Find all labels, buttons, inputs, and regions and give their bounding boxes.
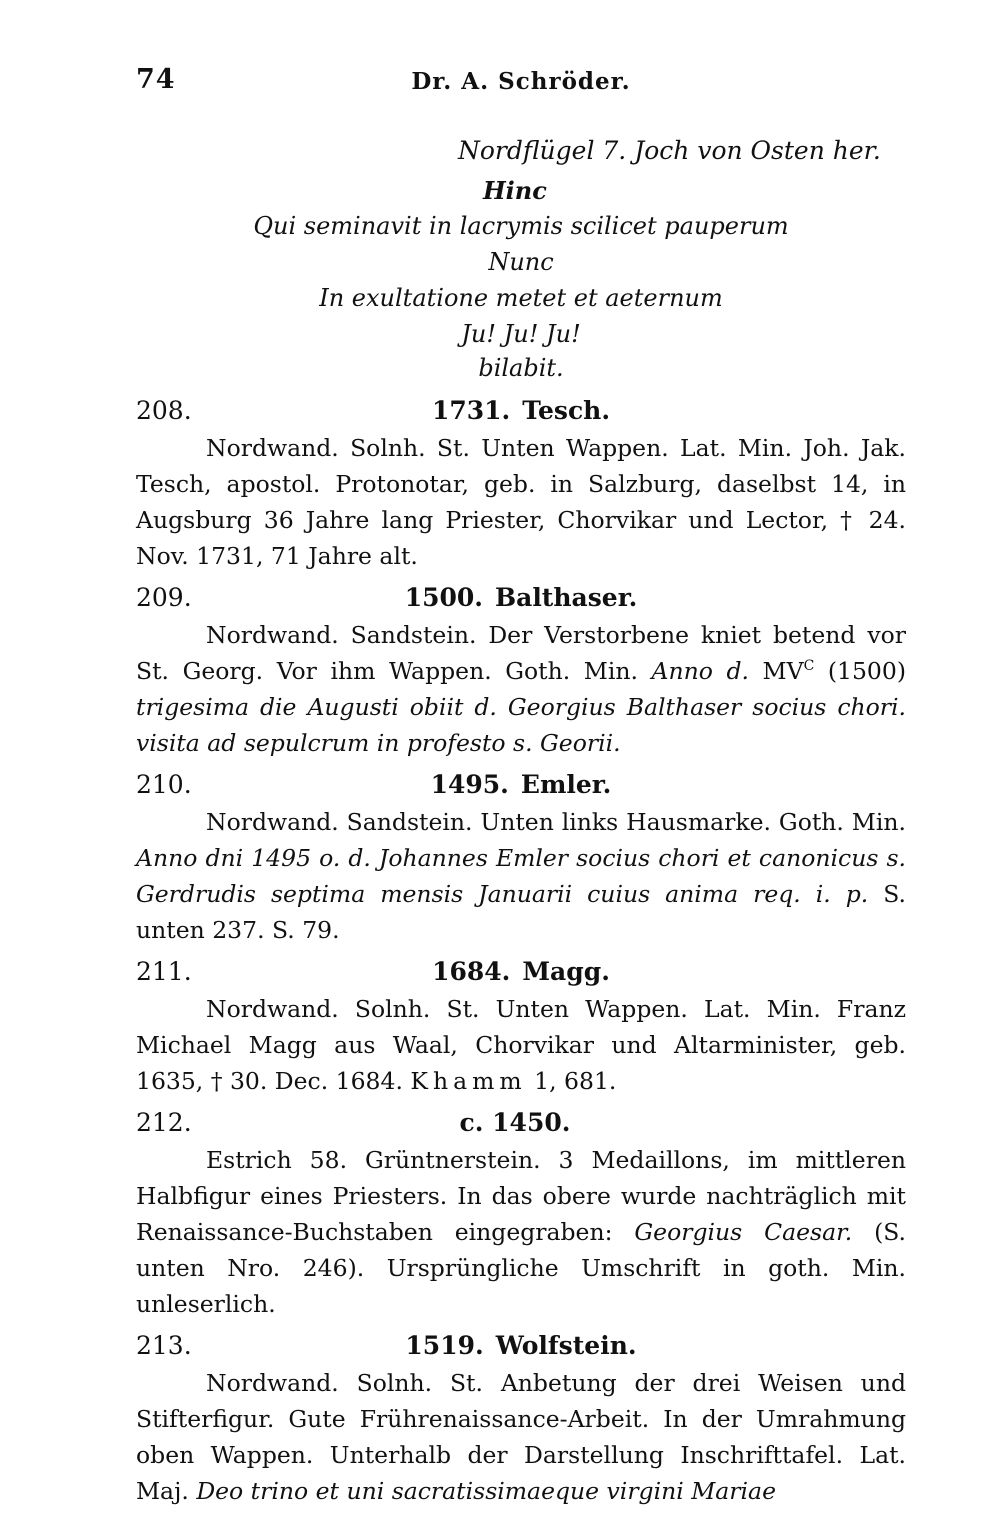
entry-text-run: Anno dni 1495 o. d. Johannes Emler socius chori et canonicus s. Gerdrudis septima mensis Januarii cuius anima req. i. p. — [136, 844, 906, 908]
entry-year: 1684. — [432, 957, 511, 986]
entry-name: Tesch. — [522, 396, 611, 425]
entry-name: Emler. — [520, 770, 612, 799]
inscription-line: Nordflügel 7. Joch von Osten her. — [458, 136, 881, 165]
entry-number: 210. — [136, 770, 192, 799]
entry-number: 211. — [136, 957, 192, 986]
inscription-line: In exultatione metet et aeternum — [319, 284, 723, 312]
entry-year: 1495. — [430, 770, 509, 799]
entry-number: 208. — [136, 396, 192, 425]
entries-list — [136, 392, 906, 1514]
entry-description — [136, 617, 906, 761]
page-number: 74 — [136, 64, 176, 95]
entry-description — [136, 991, 906, 1099]
entry-heading — [136, 953, 906, 991]
entry-title — [136, 1104, 906, 1142]
entry-text-run: Georgius Caesar. — [634, 1218, 853, 1246]
entry-text-run: Nordwand. Sandstein. Der Verstorbene kniet betend vor St. Georg. Vor ihm Wappen. Goth. Min. — [136, 621, 906, 685]
entry-title — [136, 579, 906, 617]
entry-name: Wolfstein. — [495, 1331, 637, 1360]
catalog-entry — [136, 1104, 906, 1322]
entry-number: 212. — [136, 1108, 192, 1137]
entry-number: 209. — [136, 583, 192, 612]
catalog-entry — [136, 766, 906, 948]
entry-name: Balthaser. — [494, 583, 638, 612]
entry-text-run: Nordwand. Solnh. St. Unten Wappen. Lat. Min. Franz Michael Magg aus Waal, Chorvikar und Altarminister, geb. 1635, † 30. Dec. 1684. — [136, 995, 906, 1095]
entry-text-run: trigesima die Augusti obiit d. Georgius Balthaser socius chori. visita ad sepulcrum in profesto s. Georii. — [136, 693, 906, 757]
entry-text-run: 1, 681. — [526, 1067, 617, 1095]
entry-title — [136, 1327, 906, 1365]
entry-year: c. 1450. — [459, 1108, 571, 1137]
entry-description — [136, 430, 906, 574]
catalog-entry — [136, 392, 906, 574]
entry-year: 1731. — [431, 396, 511, 425]
entry-heading — [136, 392, 906, 430]
entry-text-run: Nordwand. Solnh. St. Unten Wappen. Lat. Min. Joh. Jak. Tesch, apostol. Protonotar, geb. in Salzburg, daselbst 14, in Augsburg 36 Jahre lang Priester, Chorvikar und Lector, † 24. Nov. 1731, 71 Jahre alt. — [136, 434, 906, 570]
entry-text-run: Estrich 58. Grüntnerstein. 3 Medaillons, im mittleren Halbfigur eines Priesters. In das obere wurde nachträglich mit Renaissance-Buchstaben eingegraben: — [136, 1146, 906, 1246]
entry-description — [136, 1365, 906, 1509]
entry-heading — [136, 1327, 906, 1365]
entry-text-run: Anno d. — [651, 657, 749, 685]
inscription-line: bilabit. — [478, 354, 564, 382]
entry-text-run: Deo trino et uni sacratissimaeque virgini Mariae — [196, 1477, 776, 1505]
entry-title — [136, 392, 906, 430]
page-header — [136, 64, 906, 104]
entry-title — [136, 953, 906, 991]
entry-heading — [136, 766, 906, 804]
entry-title — [136, 766, 906, 804]
entry-year: 1519. — [405, 1331, 484, 1360]
entry-text-run: (1500) — [814, 657, 906, 685]
entry-year: 1500. — [404, 583, 483, 612]
entry-description — [136, 804, 906, 948]
inscription-line: Hinc — [483, 176, 547, 205]
entry-text-run: MV — [748, 657, 804, 685]
inscription-line: Nunc — [488, 248, 554, 276]
entry-text-run: S. unten 237. S. 79. — [136, 880, 906, 944]
entry-text-run: Nordwand. Sandstein. Unten links Hausmarke. Goth. Min. — [206, 808, 906, 836]
catalog-entry — [136, 579, 906, 761]
catalog-entry — [136, 1327, 906, 1509]
entry-heading — [136, 579, 906, 617]
catalog-entry — [136, 953, 906, 1099]
inscription-line: Qui seminavit in lacrymis scilicet pauperum — [253, 212, 789, 240]
entry-description — [136, 1142, 906, 1322]
entry-text-run: (S. unten Nro. 246). Ursprüngliche Umschrift in goth. Min. unleserlich. — [136, 1218, 906, 1318]
entry-name: Magg. — [522, 957, 610, 986]
entry-text-run: C — [803, 658, 815, 675]
entry-text-run: Nordwand. Solnh. St. Anbetung der drei Weisen und Stifterfigur. Gute Frührenaissance-Arbeit. In der Umrahmung oben Wappen. Unterhalb der Darstellung Inschrifttafel. Lat. Maj. — [136, 1369, 906, 1505]
entry-heading — [136, 1104, 906, 1142]
inscription-line: Ju! Ju! Ju! — [461, 320, 581, 348]
entry-number: 213. — [136, 1331, 192, 1360]
running-head: Dr. A. Schröder. — [411, 68, 631, 95]
entry-text-run: Khamm — [410, 1067, 527, 1095]
